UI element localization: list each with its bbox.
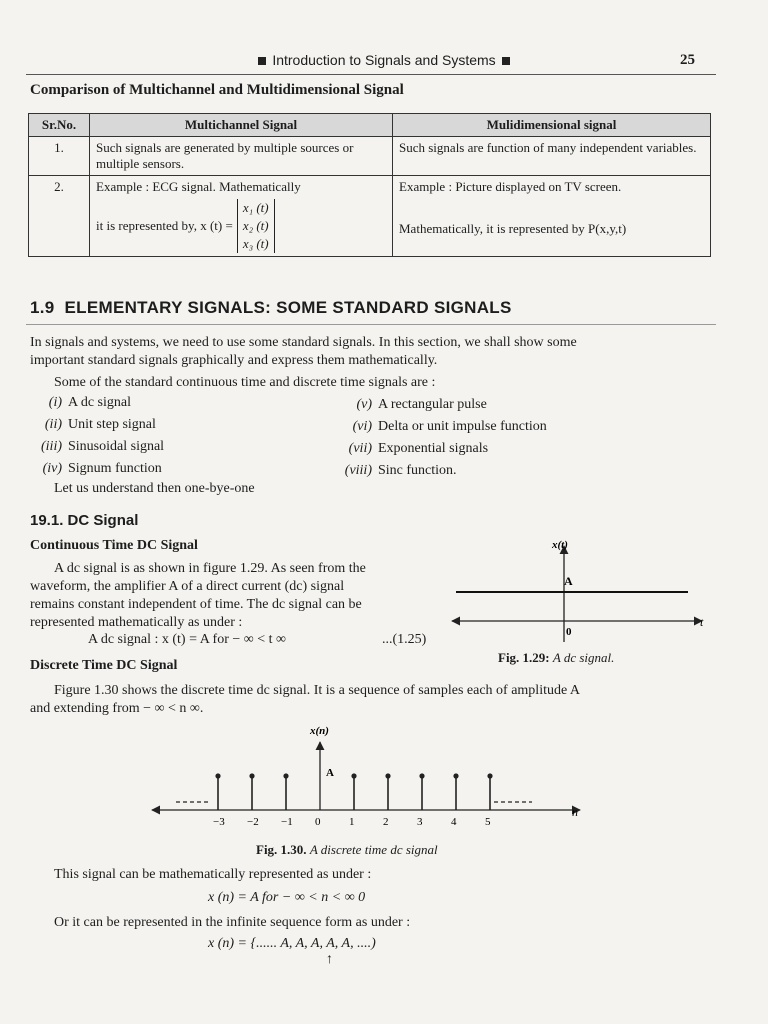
text-line: A dc signal is as shown in figure 1.29. As seen from the (54, 561, 366, 576)
list-item (30, 392, 164, 414)
n-tick-label: 5 (485, 816, 491, 828)
square-bullet-icon (258, 57, 266, 65)
page-number: 25 (680, 52, 695, 68)
fig-1-30-caption (256, 842, 438, 858)
list-text: Exponential signals (378, 441, 489, 456)
discrete-paragraph (30, 682, 720, 718)
section-rule (26, 324, 716, 325)
math-equation: x (n) = A for − ∞ < n < ∞ 0 (208, 890, 366, 905)
column-header: Multichannel Signal (90, 114, 393, 137)
sample-dot (351, 773, 356, 778)
vector-entry: x₂ (t) (242, 218, 269, 233)
list-number: (viii) (344, 463, 372, 478)
fig30-xlabel: n (572, 805, 578, 819)
n-tick-label: 0 (315, 816, 321, 828)
square-bullet-icon (502, 57, 510, 65)
n-tick-label: 2 (383, 816, 389, 828)
sample-dot (249, 773, 254, 778)
caption-number: Fig. 1.29: (498, 650, 550, 665)
fig29-ylabel: x(t) (552, 539, 568, 551)
text-line: waveform, the amplifier A of a direct current (dc) signal (30, 579, 345, 594)
list-number: (vii) (348, 441, 372, 456)
continuous-paragraph (30, 560, 440, 632)
list-text: Signum function (68, 461, 162, 476)
table-cell: Such signals are function of many independent variables. (393, 137, 711, 176)
vector-entry: x₁ (t) (242, 200, 269, 215)
sample-dot (283, 773, 288, 778)
vector-bracket (237, 199, 275, 253)
text-line: represented mathematically as under : (30, 615, 243, 630)
equation-number: ...(1.25) (382, 632, 427, 647)
running-title: Introduction to Signals and Systems (272, 52, 496, 68)
continuous-heading: Continuous Time DC Signal (30, 538, 198, 553)
list-number: (iv) (42, 461, 62, 476)
sample-dot (453, 773, 458, 778)
list-text: A dc signal (68, 395, 131, 410)
fig-1-29-plot (446, 534, 716, 646)
n-tick-label: −2 (247, 816, 259, 828)
table-row (29, 137, 711, 176)
fig29-xlabel: t (700, 615, 704, 629)
caption-number: Fig. 1.30. (256, 842, 307, 857)
signal-list-right (340, 394, 547, 482)
intro-paragraph (30, 334, 720, 370)
list-text: Unit step signal (68, 417, 156, 432)
comparison-table (28, 113, 711, 257)
caption-text: A discrete time dc signal (309, 842, 438, 857)
text-line: In signals and systems, we need to use some standard signals. In this section, we shall show some (30, 335, 577, 350)
list-text: Delta or unit impulse function (378, 419, 547, 434)
list-item (340, 416, 547, 438)
fig-1-29-caption (498, 650, 614, 666)
table-cell (393, 176, 711, 257)
list-item (30, 458, 164, 480)
list-number: (v) (356, 397, 372, 412)
list-outro: Let us understand then one-bye-one (54, 481, 255, 496)
sample-dot (215, 773, 220, 778)
column-header: Mulidimensional signal (393, 114, 711, 137)
cell-line: Example : ECG signal. Mathematically (96, 179, 301, 194)
sample-dot (487, 773, 492, 778)
section-number: 1.9 (30, 298, 55, 317)
column-header: Sr.No. (29, 114, 90, 137)
list-number: (i) (48, 395, 62, 410)
fig30-ylabel: x(n) (310, 725, 329, 737)
math-intro: This signal can be mathematically represented as under : (54, 867, 372, 882)
table-row (29, 176, 711, 257)
running-header (0, 52, 768, 68)
list-number: (iii) (41, 439, 62, 454)
signal-list-left (30, 392, 164, 480)
list-number: (vi) (352, 419, 372, 434)
list-text: Sinc function. (378, 463, 457, 478)
list-text: Sinusoidal signal (68, 439, 165, 454)
table-cell: 2. (29, 176, 90, 257)
list-item (340, 460, 547, 482)
discrete-heading: Discrete Time DC Signal (30, 658, 178, 673)
fig30-level-label: A (326, 767, 334, 779)
n-tick-label: 4 (451, 816, 457, 828)
sequence-equation: x (n) = {...... A, A, A, A, A, ....) (208, 936, 376, 951)
text-line: important standard signals graphically and express them mathematically. (30, 353, 438, 368)
table-cell (90, 176, 393, 257)
section-heading (30, 298, 512, 318)
sample-dot (419, 773, 424, 778)
list-item (30, 414, 164, 436)
n-tick-label: −1 (281, 816, 293, 828)
vector-expression (96, 199, 386, 253)
cell-line: Example : Picture displayed on TV screen. (399, 179, 622, 194)
comparison-title: Comparison of Multichannel and Multidimensional Signal (30, 82, 404, 98)
list-intro: Some of the standard continuous time and discrete time signals are : (54, 375, 436, 390)
n-tick-label: 3 (417, 816, 423, 828)
n-tick-label: 1 (349, 816, 355, 828)
cell-line: Mathematically, it is represented by P(x,y,t) (399, 221, 627, 236)
sample-dot (385, 773, 390, 778)
text-line: remains constant independent of time. The dc signal can be (30, 597, 362, 612)
text-line: Figure 1.30 shows the discrete time dc signal. It is a sequence of samples each of amplitude A (54, 683, 581, 698)
dc-heading: 19.1. DC Signal (30, 512, 139, 529)
section-title: ELEMENTARY SIGNALS: SOME STANDARD SIGNALS (64, 298, 512, 317)
text-line: and extending from − ∞ < n ∞. (30, 701, 204, 716)
fig-1-30-plot (148, 720, 588, 832)
list-item (340, 394, 547, 416)
header-rule (26, 74, 716, 75)
sequence-intro: Or it can be represented in the infinite sequence form as under : (54, 915, 411, 930)
n-tick-label: −3 (213, 816, 225, 828)
list-text: A rectangular pulse (378, 397, 487, 412)
list-item (30, 436, 164, 458)
fig29-origin-label: 0 (566, 626, 572, 638)
table-cell: 1. (29, 137, 90, 176)
vector-entry: x₃ (t) (242, 236, 269, 251)
caption-text: A dc signal. (552, 650, 615, 665)
table-header-row (29, 114, 711, 137)
continuous-equation: A dc signal : x (t) = A for − ∞ < t ∞ (88, 632, 287, 647)
table-cell: Such signals are generated by multiple sources or multiple sensors. (90, 137, 393, 176)
origin-arrow-icon: ↑ (326, 952, 333, 967)
fig29-level-label: A (564, 574, 573, 588)
cell-line: it is represented by, x (t) = (96, 218, 233, 233)
list-item (340, 438, 547, 460)
list-number: (ii) (44, 417, 62, 432)
